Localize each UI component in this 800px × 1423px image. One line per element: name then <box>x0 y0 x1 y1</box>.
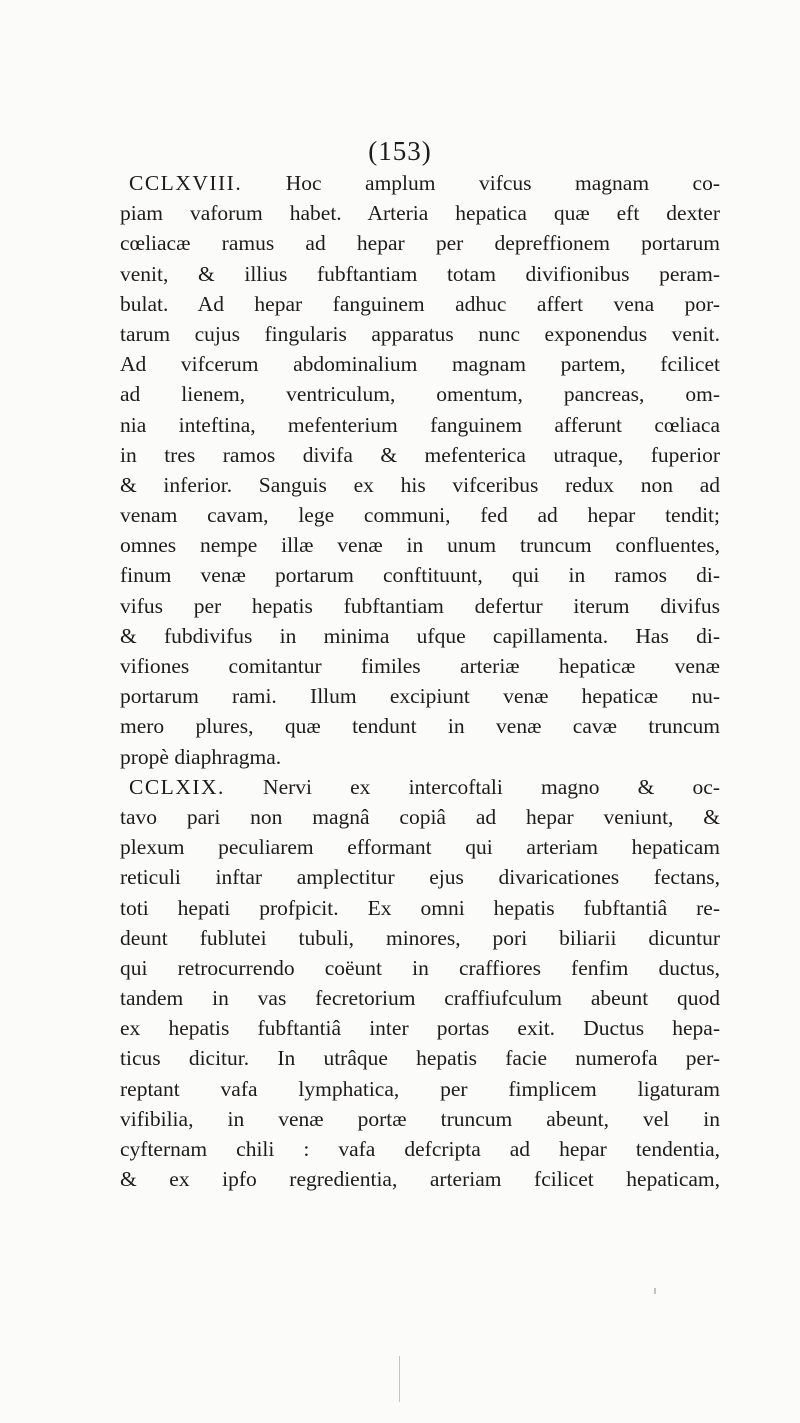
text-line: tandem in vas fecretorium craffiufculum abeunt quod <box>120 986 720 1011</box>
text-line: mero plures, quæ tendunt in venæ cavæ truncum <box>120 714 720 739</box>
text-line: tarum cujus fingularis apparatus nunc exponendus venit. <box>120 321 720 346</box>
text-line: & inferior. Sanguis ex his vifceribus redux non ad <box>120 472 720 497</box>
text-line: tavo pari non magnâ copiâ ad hepar veniunt, & <box>120 804 720 829</box>
text-line: vifiones comitantur fimiles arteriæ hepaticæ venæ <box>120 654 720 678</box>
text-line <box>120 168 720 198</box>
text-line: nia inteftina, mefenterium fanguinem afferunt cœliaca <box>120 412 720 437</box>
text-line: Ad vifcerum abdominalium magnam partem, fcilicet <box>120 352 720 377</box>
text-line: venam cavam, lege communi, fed ad hepar tendit; <box>120 503 720 528</box>
text-line: & ex ipfo regredientia, arteriam fcilicet hepaticam, <box>120 1167 720 1192</box>
text-line: & fubdivifus in minima ufque capillamenta. Has di- <box>120 623 720 648</box>
text-line-content: Nervi ex intercoftali magno & oc- <box>263 774 720 799</box>
text-line <box>120 772 720 802</box>
text-line: bulat. Ad hepar fanguinem adhuc affert vena por- <box>120 291 720 316</box>
body-text <box>120 168 720 1194</box>
section-number: CCLXVIII. <box>129 171 243 195</box>
text-line: deunt fublutei tubuli, minores, pori biliarii dicuntur <box>120 925 720 950</box>
text-line: in tres ramos divifa & mefenterica utraque, fuperior <box>120 442 720 467</box>
text-line: plexum peculiarem efformant qui arteriam hepaticam <box>120 835 720 860</box>
text-line: finum venæ portarum conftituunt, qui in ramos di- <box>120 563 720 588</box>
text-line: cœliacæ ramus ad hepar per depreffionem portarum <box>120 231 720 256</box>
text-line: vifus per hepatis fubftantiam defertur iterum divifus <box>120 593 720 618</box>
text-line: reptant vafa lymphatica, per fimplicem ligaturam <box>120 1076 720 1101</box>
text-line-content: Hoc amplum vifcus magnam co- <box>285 171 721 195</box>
text-line: ticus dicitur. In utrâque hepatis facie numerofa per- <box>120 1046 720 1071</box>
section-number: CCLXIX. <box>129 774 225 799</box>
text-line: toti hepati profpicit. Ex omni hepatis fubftantiâ re- <box>120 895 720 920</box>
text-line: propè diaphragma. <box>120 744 282 769</box>
text-line: omnes nempe illæ venæ in unum truncum confluentes, <box>120 533 720 558</box>
text-line: reticuli inftar amplectitur ejus divaricationes fectans, <box>120 865 720 890</box>
page-number: (153) <box>368 136 432 166</box>
text-line: vifibilia, in venæ portæ truncum abeunt, vel in <box>120 1106 720 1131</box>
text-line: ad lienem, ventriculum, omentum, pancreas, om- <box>120 382 720 407</box>
text-line: portarum rami. Illum excipiunt venæ hepaticæ nu- <box>120 684 720 709</box>
text-line: cyfternam chili : vafa defcripta ad hepar tendentia, <box>120 1137 720 1161</box>
scan-mark <box>654 1288 656 1294</box>
scan-mark <box>399 1356 400 1402</box>
text-line: ex hepatis fubftantiâ inter portas exit. Ductus hepa- <box>120 1016 720 1041</box>
text-line: piam vaforum habet. Arteria hepatica quæ eft dexter <box>120 201 720 226</box>
text-line: venit, & illius fubftantiam totam divifionibus peram- <box>120 261 720 286</box>
text-line: qui retrocurrendo coëunt in craffiores fenfim ductus, <box>120 955 720 980</box>
